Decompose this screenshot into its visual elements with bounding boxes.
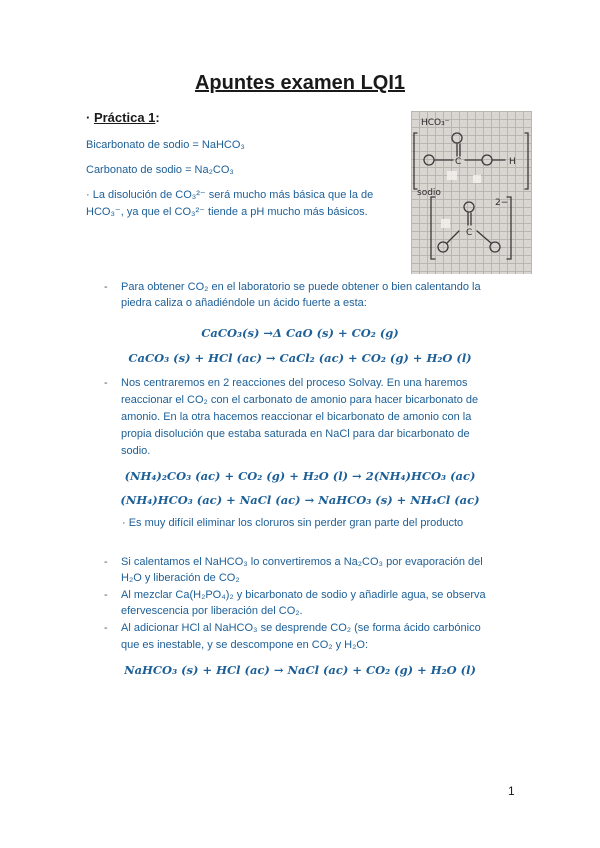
section-prefix: · — [86, 110, 94, 125]
equation-solvay-2: (NH₄)HCO₃ (ac) + NaCl (ac) → NaHCO₃ (s) + NH₄Cl (ac) — [120, 493, 480, 507]
list-item-line: que es inestable, y se descompone en CO₂ y H₂O: — [121, 639, 369, 651]
equation-solvay-1: (NH₄)₂CO₃ (ac) + CO₂ (g) + H₂O (l) → 2(NH₄)HCO₃ (ac) — [124, 469, 476, 483]
list-item-line: Al adicionar HCl al NaHCO₃ se desprende CO₂ (se forma ácido carbónico — [121, 622, 481, 634]
page-title: Apuntes examen LQI1 — [194, 72, 406, 94]
list-item-line: Si calentamos el NaHCO₃ lo convertiremos a Na₂CO₃ por evaporación del — [121, 556, 483, 568]
list-item-line: Para obtener CO₂ en el laboratorio se puede obtener o bien calentando la — [121, 281, 481, 293]
sketch-carbon-1: C — [455, 157, 462, 167]
section-suffix: : — [155, 110, 160, 125]
list-item-line: H₂O y liberación de CO₂ — [121, 572, 240, 584]
list-item-line: Nos centraremos en 2 reacciones del proceso Solvay. En una haremos — [121, 377, 468, 389]
chloride-note: · Es muy difícil eliminar los cloruros sin perder gran parte del producto — [122, 517, 464, 529]
list-item-line: Al mezclar Ca(H₂PO₄)₂ y bicarbonato de sodio y añadirle agua, se observa — [121, 589, 486, 601]
sketch-label-mid: sodio — [417, 188, 441, 198]
sketch-label-bottom: 2− — [495, 198, 509, 208]
list-item-line: efervescencia por liberación del CO₂. — [121, 605, 303, 617]
basicity-note-line2: HCO₃⁻, ya que el CO₃²⁻ tiende a pH mucho más básicos. — [86, 206, 368, 218]
equation-calcination: CaCO₃(s) →Δ CaO (s) + CO₂ (g) — [201, 326, 399, 340]
section-heading — [86, 110, 160, 125]
bicarbonate-fact: Bicarbonato de sodio = NaHCO₃ — [86, 139, 245, 151]
equation-bicarbonate-hcl: NaHCO₃ (s) + HCl (ac) → NaCl (ac) + CO₂ (g) + H₂O (l) — [124, 663, 476, 677]
sketch-hydrogen: H — [509, 157, 516, 167]
basicity-note-line1: · La disolución de CO₃²⁻ será mucho más básica que la de — [86, 189, 374, 201]
list-item-line: piedra caliza o añadiéndole un ácido fuerte a esta: — [121, 297, 367, 309]
list-item-line: sodio. — [121, 445, 151, 457]
page-number: 1 — [508, 784, 515, 798]
sketch-carbon-2: C — [466, 228, 473, 238]
section-label: Práctica 1 — [93, 110, 156, 125]
list-item-line: propia disolución que estaba saturada en NaCl para dar bicarbonato de — [121, 428, 470, 440]
sketch-label-top: HCO₃⁻ — [421, 118, 450, 128]
handwritten-structures-photo — [411, 111, 532, 274]
list-item-line: amonio. En la otra hacemos reaccionar el bicarbonato de amonio con la — [121, 411, 472, 423]
equation-acid-reaction: CaCO₃ (s) + HCl (ac) → CaCl₂ (ac) + CO₂ (g) + H₂O (l) — [128, 351, 472, 365]
lewis-structure-sketch — [411, 111, 532, 274]
list-item-line: reaccionar el CO₂ con el carbonato de amonio para hacer bicarbonato de — [121, 394, 479, 406]
carbonate-fact: Carbonato de sodio = Na₂CO₃ — [86, 164, 234, 176]
